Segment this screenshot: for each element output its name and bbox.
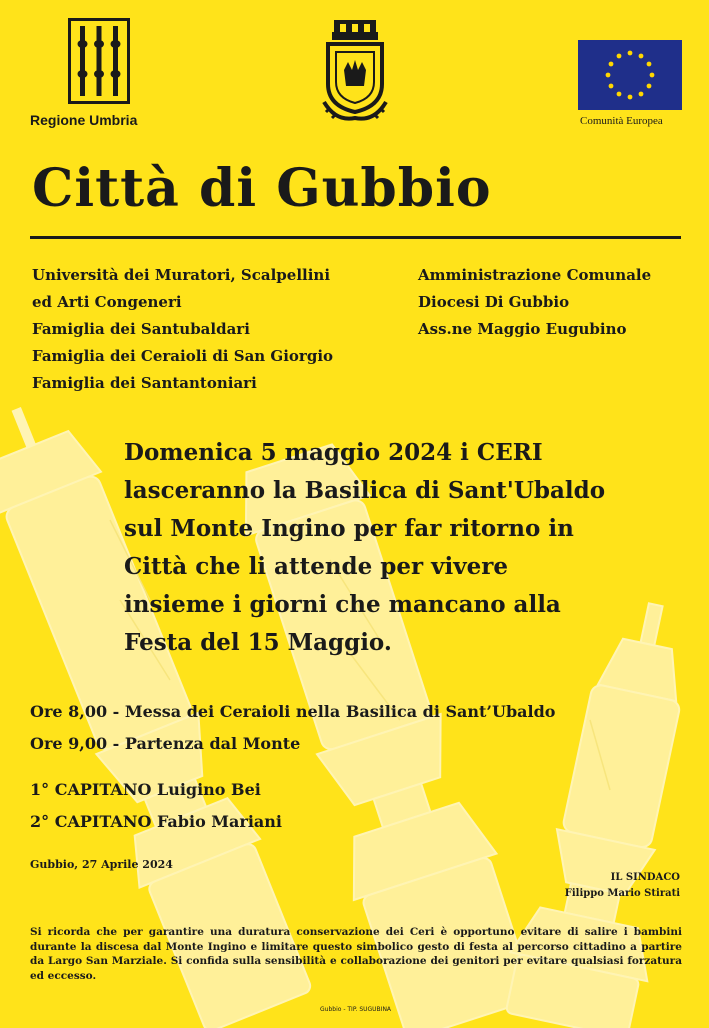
announcement-line: lasceranno la Basilica di Sant'Ubaldo: [124, 477, 606, 504]
mayor-signature-block: [480, 870, 680, 902]
captains-list: [30, 774, 282, 838]
gubbio-crest: [316, 14, 394, 126]
announcement-line: Domenica 5 maggio 2024 i CERI: [124, 439, 543, 466]
organizer-item: Famiglia dei Santubaldari: [32, 320, 250, 338]
organizer-item: Famiglia dei Santantoniari: [32, 374, 257, 392]
organizer-item: ed Arti Congeneri: [32, 293, 182, 311]
region-umbria-label: Regione Umbria: [30, 112, 138, 128]
region-umbria-logo: [68, 18, 130, 104]
schedule-list: [30, 696, 555, 760]
eu-flag: [578, 40, 682, 110]
page-title: Città di Gubbio: [32, 158, 492, 219]
captain-item: 1° CAPITANO Luigino Bei: [30, 780, 261, 799]
printer-credit: Gubbio - TIP. SUGUBINA: [320, 1006, 392, 1013]
organizer-item: Famiglia dei Ceraioli di San Giorgio: [32, 347, 334, 365]
mayor-name: Filippo Mario Stirati: [564, 888, 680, 899]
dateline: Gubbio, 27 Aprile 2024: [30, 858, 173, 871]
mayor-title: IL SINDACO: [610, 872, 680, 883]
schedule-item: Ore 8,00 - Messa dei Ceraioli nella Basilica di Sant’Ubaldo: [30, 702, 556, 721]
organizer-item: Università dei Muratori, Scalpellini: [32, 266, 331, 284]
schedule-item: Ore 9,00 - Partenza dal Monte: [30, 734, 301, 753]
announcement-line: insieme i giorni che mancano alla: [124, 591, 561, 618]
organizers-left-list: [32, 262, 333, 397]
captain-item: 2° CAPITANO Fabio Mariani: [30, 812, 282, 831]
organizers-right-list: [418, 262, 651, 343]
eu-label: Comunità Europea: [580, 115, 663, 127]
organizer-item: Amministrazione Comunale: [418, 266, 652, 284]
announcement: [124, 434, 680, 662]
safety-notice: Si ricorda che per garantire una duratura conservazione dei Ceri è opportuno evitare di salire i bambini durante la discesa dal Monte Ingino e limitare questo simbolico gesto di festa al percorso cittadino a partire da Largo San Marziale. Si confida sulla sensibilità e collaborazione dei genitori per evitare qualsiasi forzatura ed eccesso.: [30, 926, 682, 982]
organizer-item: Diocesi Di Gubbio: [418, 293, 570, 311]
announcement-line: Festa del 15 Maggio.: [124, 629, 392, 656]
announcement-line: sul Monte Ingino per far ritorno in: [124, 515, 574, 542]
organizer-item: Ass.ne Maggio Eugubino: [418, 320, 627, 338]
title-divider: [30, 236, 681, 239]
announcement-line: Città che li attende per vivere: [124, 553, 508, 580]
